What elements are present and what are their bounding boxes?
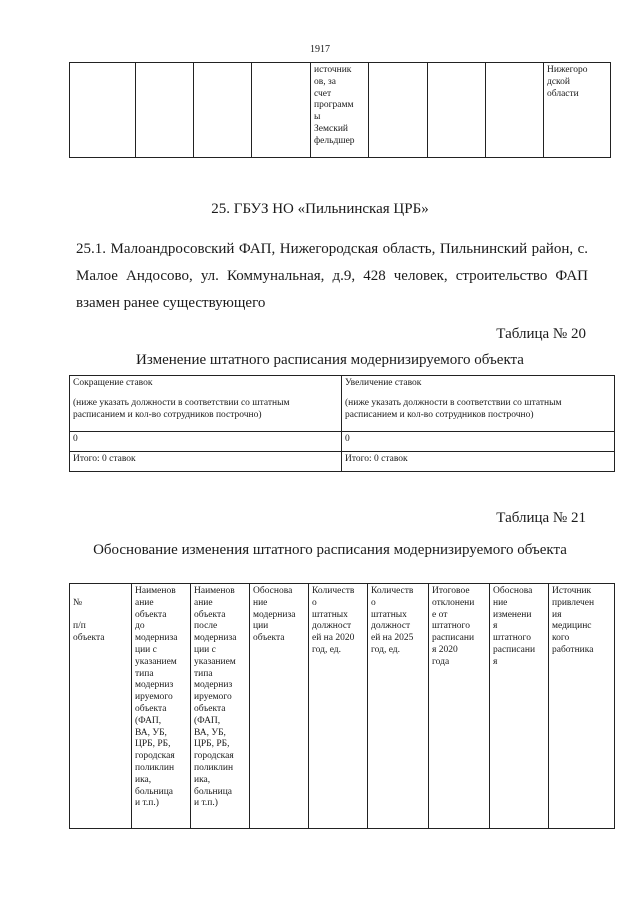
column-header-staff-2020: Количеств о штатных должност ей на 2020 год, ед.: [312, 586, 355, 655]
column-header-deviation: Итоговое отклонени е от штатного расписани я 2020 года: [432, 586, 475, 667]
table-row: [70, 432, 615, 452]
table-20: [69, 375, 615, 472]
reduction-total: Итого: 0 ставок: [73, 454, 136, 464]
table-20-number: Таблица № 20: [496, 326, 586, 342]
column-header-change-justification: Обоснова ние изменени я штатного расписани я: [493, 586, 536, 667]
reduction-header: Сокращение ставок: [73, 378, 153, 388]
table-21: [69, 583, 615, 829]
reduction-note: (ниже указать должности в соответствии со штатным расписанием и кол-во сотрудников построчно): [73, 398, 290, 420]
table-row: [70, 376, 615, 432]
table-20-title: Изменение штатного расписания модернизируемого объекта: [136, 352, 524, 368]
column-header-name-before: Наименов ание объекта до модерниза ции с указанием типа модерниз ируемого объекта (ФАП, ВА, УБ, ЦРБ, РБ, городская поликлин ика, больница и т.п.): [135, 586, 178, 809]
increase-value: 0: [345, 434, 350, 444]
increase-note: (ниже указать должности в соответствии со штатным расписанием и кол-во сотрудников построчно): [345, 398, 562, 420]
increase-header: Увеличение ставок: [345, 378, 422, 388]
funding-source-cell: источник ов, за счет программ ы Земский фельдшер: [314, 65, 355, 146]
column-header-number: № п/п объекта: [73, 597, 105, 644]
column-header-staff-2025: Количеств о штатных должност ей на 2025 год, ед.: [371, 586, 414, 655]
column-header-name-after: Наименов ание объекта после модерниза ции с указанием типа модерниз ируемого объекта (ФАП, ВА, УБ, ЦРБ, РБ, городская поликлин ика, больница и т.п.): [194, 586, 237, 809]
section-paragraph: 25.1. Малоандросовский ФАП, Нижегородская область, Пильнинский район, с. Малое Андосово, ул. Коммунальная, д.9, 428 человек, строительство ФАП взамен ранее существующего: [76, 241, 588, 311]
table-21-number: Таблица № 21: [496, 510, 586, 526]
section-heading: 25. ГБУЗ НО «Пильнинская ЦРБ»: [211, 201, 429, 217]
column-header-justification: Обоснова ние модерниза ции объекта: [253, 586, 296, 644]
table-row: [70, 452, 615, 472]
table-21-title: Обоснование изменения штатного расписания модернизируемого объекта: [93, 542, 567, 558]
table-header-row: [70, 584, 615, 829]
table-row: [70, 63, 611, 158]
increase-total: Итого: 0 ставок: [345, 454, 408, 464]
page-number: 1917: [310, 44, 330, 55]
reduction-value: 0: [73, 434, 78, 444]
column-header-worker-source: Источник привлечен ия медицинс кого работника: [552, 586, 595, 655]
top-table: [69, 62, 611, 158]
region-cell: Нижегоро дской области: [547, 65, 588, 99]
